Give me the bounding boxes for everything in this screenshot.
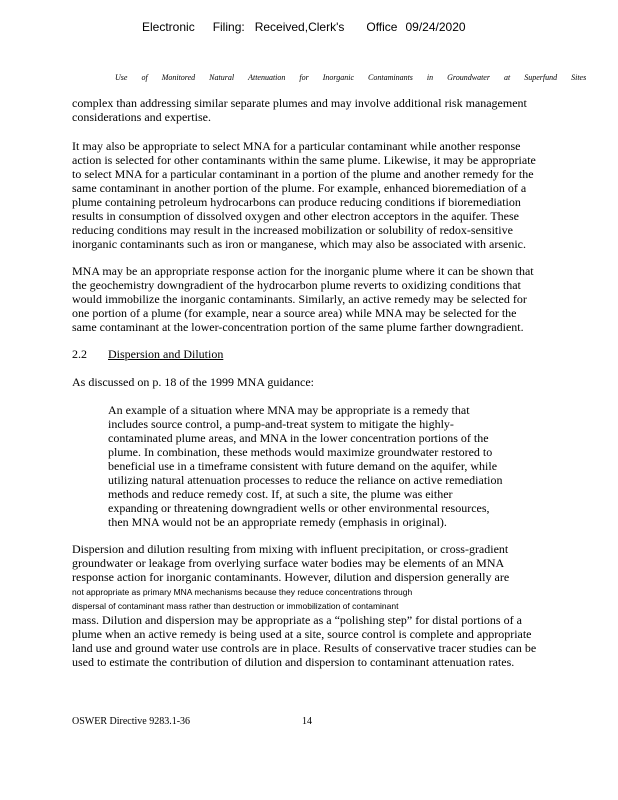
para2-line: reducing conditions may result in the increased mobilization or solubility of redox-sensitive: [72, 223, 513, 237]
para5-line: dispersal of contaminant mass rather than destruction or immobilization of contaminant: [72, 601, 399, 611]
quote-line: methods and reduce remedy cost. If, at such a site, the plume was either: [108, 487, 453, 501]
para5-line: land use and ground water use controls are in place. Results of conservative tracer studies can be: [72, 641, 537, 655]
running-head-word: of: [141, 73, 148, 82]
stamp-electronic: Electronic: [142, 20, 195, 34]
para2-line: plume containing petroleum hydrocarbons can produce reducing conditions if bioremediation: [72, 195, 521, 209]
running-head-word: Inorganic: [322, 73, 355, 82]
section-title: Dispersion and Dilution: [108, 347, 224, 361]
para2-line: action is selected for other contaminants within the same plume. Likewise, it may be appropriate: [72, 153, 536, 167]
quote-line: expanding or threatening downgradient wells or other environmental resources,: [108, 501, 490, 515]
para2-line: to select MNA for a particular contaminant in a portion of the plume and another remedy for the: [72, 167, 534, 181]
para1-line: complex than addressing similar separate plumes and may involve additional risk management: [72, 96, 527, 110]
running-head-word: Groundwater: [447, 73, 490, 82]
para3-line: the geochemistry downgradient of the hydrocarbon plume reverts to oxidizing conditions that: [72, 278, 521, 292]
para2-line: results in consumption of dissolved oxygen and other electron acceptors in the aquifer. These: [72, 209, 519, 223]
para3-line: MNA may be an appropriate response action for the inorganic plume where it can be shown that: [72, 264, 534, 278]
para1-line: considerations and expertise.: [72, 110, 211, 124]
running-head-word: Sites: [571, 73, 587, 82]
para4: As discussed on p. 18 of the 1999 MNA guidance:: [72, 375, 314, 389]
running-head-word: at: [503, 73, 511, 82]
quote-line: plume. In combination, these methods would maximize groundwater restored to: [108, 445, 493, 459]
running-head-word: Attenuation: [248, 73, 286, 82]
para3-line: same contaminant at the lower-concentration portion of the same plume farther downgradient.: [72, 320, 524, 334]
stamp-office: Office: [366, 20, 398, 34]
para5-line: mass. Dilution and dispersion may be appropriate as a “polishing step” for distal portions of a: [72, 613, 522, 627]
para2-line: It may also be appropriate to select MNA for a particular contaminant while another response: [72, 139, 521, 153]
quote-line: An example of a situation where MNA may be appropriate is a remedy that: [108, 403, 470, 417]
running-head-word: in: [426, 73, 434, 82]
para5-line: response action for inorganic contaminants. However, dilution and dispersion generally are: [72, 570, 510, 584]
stamp-filing: Filing:: [212, 20, 245, 34]
para5-line: used to estimate the contribution of dilution and dispersion to contaminant attenuation rates.: [72, 655, 515, 669]
para5-line: groundwater or leakage from overlying surface water bodies may be elements of an MNA: [72, 556, 505, 570]
para3-line: one portion of a plume (for example, near a source area) while MNA may be selected for the: [72, 306, 517, 320]
quote-line: contaminated plume areas, and MNA in the lower concentration portions of the: [108, 431, 489, 445]
para5-line: not appropriate as primary MNA mechanisms because they reduce concentrations through: [72, 587, 413, 597]
running-head-word: Monitored: [161, 73, 196, 82]
para2-line: inorganic contaminants such as iron or manganese, which may also be associated with arsenic.: [72, 237, 526, 251]
footer-directive: OSWER Directive 9283.1-36: [72, 716, 191, 727]
running-header: [115, 73, 600, 82]
filing-stamp: [142, 20, 466, 34]
quote-line: beneficial use in a timeframe consistent with future demand on the aquifer, while: [108, 459, 498, 473]
running-head-word: Superfund: [524, 73, 558, 82]
stamp-date: 09/24/2020: [405, 20, 466, 34]
running-head-word: Use: [115, 73, 128, 82]
para5-line: Dispersion and dilution resulting from mixing with influent precipitation, or cross-gradient: [72, 542, 509, 556]
running-head-word: Contaminants: [368, 73, 413, 82]
running-head-word: for: [299, 73, 309, 82]
para2-line: same contaminant in another portion of the plume. For example, enhanced bioremediation of a: [72, 181, 527, 195]
quote-line: includes source control, a pump-and-treat system to mitigate the highly-: [108, 417, 454, 431]
stamp-received: Received,Clerk's: [254, 20, 345, 34]
page-number: 14: [302, 716, 312, 727]
section-number: 2.2: [72, 347, 87, 361]
para3-line: would immobilize the inorganic contaminants. Similarly, an active remedy may be selected for: [72, 292, 527, 306]
quote-line: utilizing natural attenuation processes to reduce the reliance on active remediation: [108, 473, 503, 487]
running-head-word: Natural: [209, 73, 235, 82]
para5-line: plume when an active remedy is being used at a site, source control is complete and appropriate: [72, 627, 532, 641]
quote-line: then MNA would not be an appropriate remedy (emphasis in original).: [108, 515, 447, 529]
